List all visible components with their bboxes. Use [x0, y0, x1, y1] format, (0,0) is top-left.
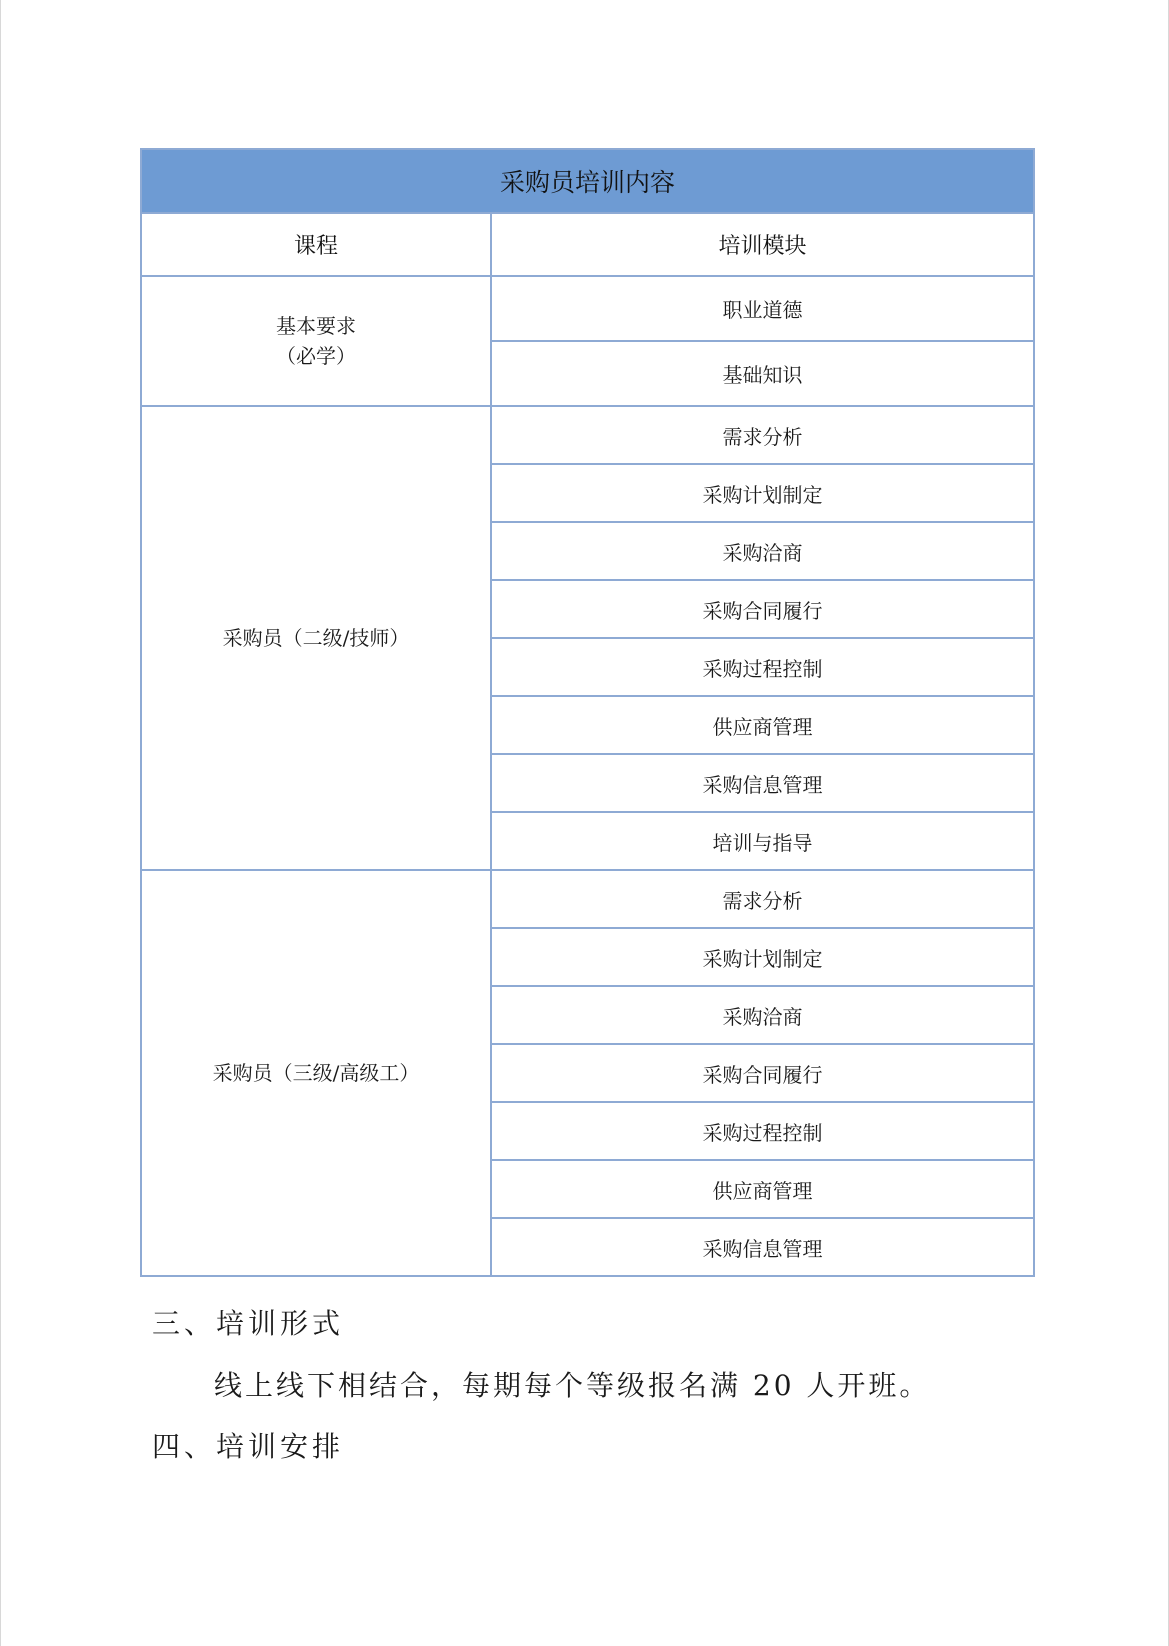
module-cell: 基础知识: [491, 341, 1034, 406]
training-form-paragraph: 线上线下相结合，每期每个等级报名满 20 人开班。: [214, 1369, 931, 1402]
module-cell: 供应商管理: [491, 1160, 1034, 1218]
section-heading-training-form: 三、培训形式: [152, 1307, 345, 1340]
table-title: 采购员培训内容: [141, 149, 1034, 213]
module-cell: 采购过程控制: [491, 1102, 1034, 1160]
module-cell: 需求分析: [491, 406, 1034, 464]
section-heading-training-arrangement: 四、培训安排: [152, 1430, 345, 1463]
page-edge-left: [0, 0, 1, 1646]
course-level-3: 采购员（三级/高级工）: [141, 870, 491, 1276]
course-note: （必学）: [276, 344, 356, 368]
module-cell: 供应商管理: [491, 696, 1034, 754]
module-cell: 采购信息管理: [491, 754, 1034, 812]
module-cell: 培训与指导: [491, 812, 1034, 870]
module-cell: 采购合同履行: [491, 580, 1034, 638]
module-cell: 采购计划制定: [491, 464, 1034, 522]
module-cell: 职业道德: [491, 276, 1034, 341]
module-cell: 采购合同履行: [491, 1044, 1034, 1102]
course-name: 基本要求: [276, 314, 356, 338]
course-basic: [141, 276, 491, 406]
module-cell: 采购洽商: [491, 986, 1034, 1044]
module-cell: 采购计划制定: [491, 928, 1034, 986]
module-cell: 采购过程控制: [491, 638, 1034, 696]
header-course: 课程: [141, 213, 491, 276]
module-cell: 采购信息管理: [491, 1218, 1034, 1276]
module-cell: 需求分析: [491, 870, 1034, 928]
course-level-2: 采购员（二级/技师）: [141, 406, 491, 870]
header-module: 培训模块: [491, 213, 1034, 276]
module-cell: 采购洽商: [491, 522, 1034, 580]
training-content-table: [140, 148, 1035, 1277]
